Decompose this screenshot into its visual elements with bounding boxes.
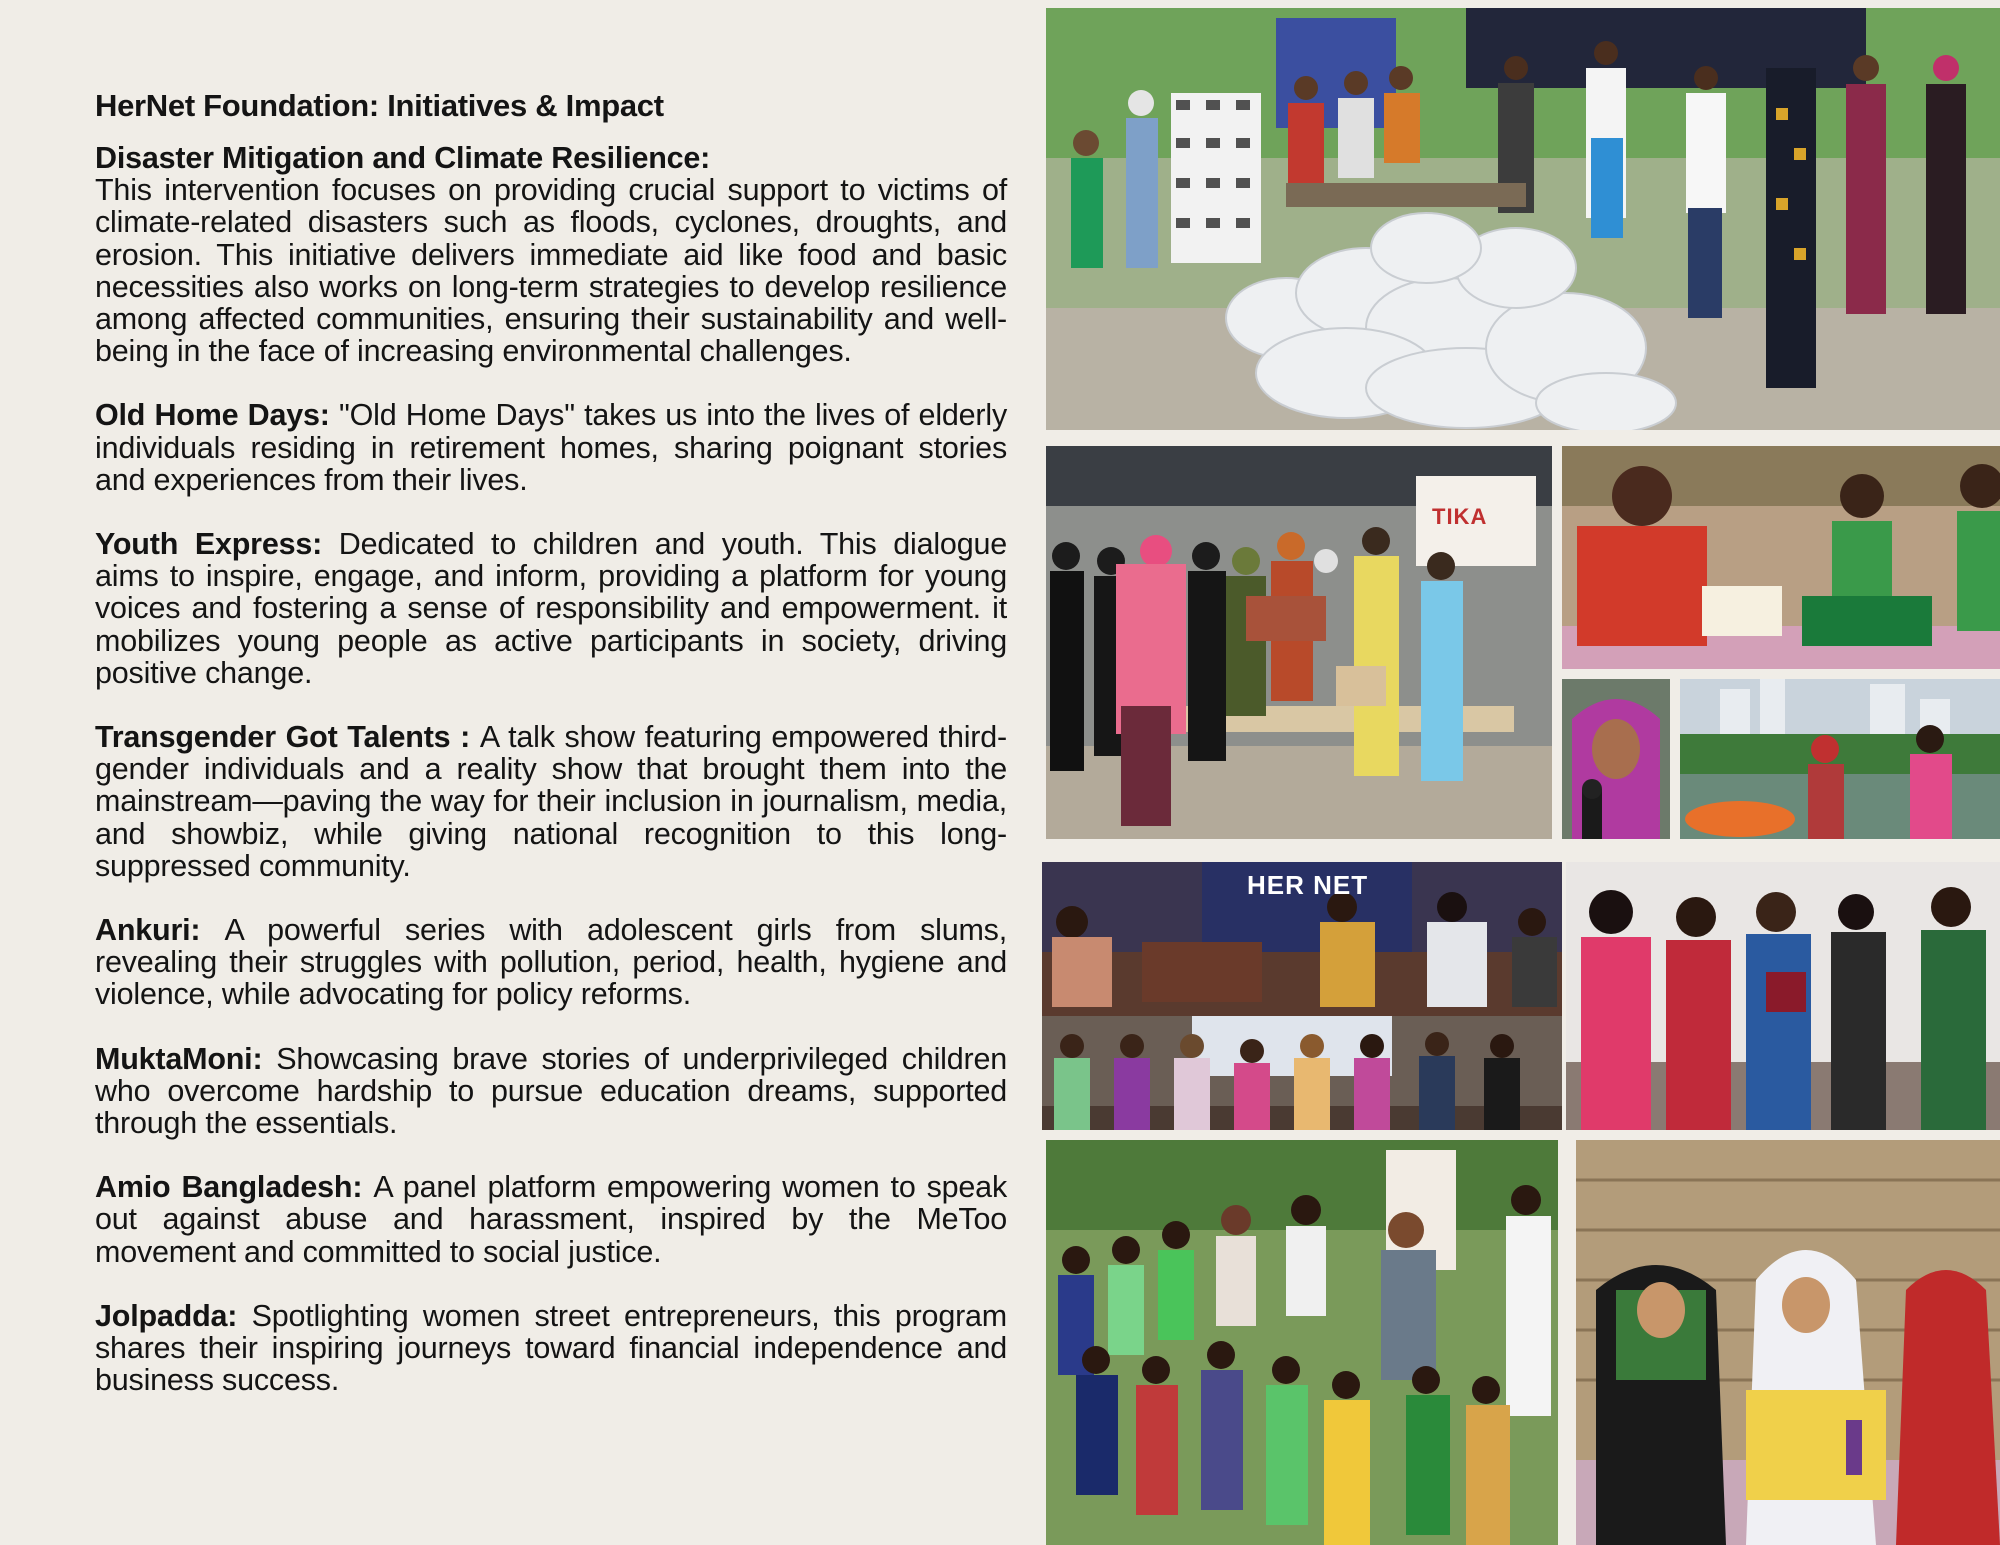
section-body: This intervention focuses on providing crucial support to victims of climate-related disasters such as floods, cyclones, droughts, and erosion. This initiative delivers immediate aid like food and basic necessities also works on long-term strategies to develop resilience among affected communities, ensuring their sustainability and well-being in the face of increasing environmental challenges.	[95, 173, 1007, 369]
photo-mic-interview	[1562, 679, 1670, 839]
photo-women-seated	[1576, 1140, 2000, 1545]
photo-children-interview	[1562, 446, 2000, 669]
section-heading: Ankuri:	[95, 913, 225, 948]
photo-children-group	[1046, 1140, 1558, 1545]
photo-tv-studio	[1042, 862, 1562, 1016]
section-amio-bangladesh	[95, 1171, 1007, 1268]
section-heading: Jolpadda:	[95, 1298, 252, 1333]
section-body: A talk show featuring empowered third-gender individuals and a reality show that brought them into the mainstream—paving the way for their inclusion in journalism, media, and showbiz, while giving national recognition to this long-suppressed community.	[95, 720, 1007, 883]
section-disaster-mitigation	[95, 142, 1007, 367]
section-muktamoni	[95, 1043, 1007, 1140]
section-body: A panel platform empowering women to speak out against abuse and harassment, inspired by the MeToo movement and committed to social justice.	[95, 1170, 1007, 1269]
section-jolpadda	[95, 1300, 1007, 1397]
photo-award-ceremony	[1566, 862, 2000, 1130]
section-body: Spotlighting women street entrepreneurs, this program shares their inspiring journeys toward financial independence and business success.	[95, 1298, 1008, 1398]
photo-relief-distribution	[1046, 8, 2000, 430]
section-ankuri	[95, 914, 1007, 1011]
section-youth-express	[95, 528, 1007, 689]
photo-group-indoor	[1042, 1016, 1562, 1130]
section-transgender-got-talents	[95, 721, 1007, 882]
section-heading: Youth Express:	[95, 527, 339, 562]
section-heading: Transgender Got Talents :	[95, 720, 480, 755]
section-body: A powerful series with adolescent girls from slums, revealing their struggles with pollution, period, health, hygiene and violence, while advocating for policy reforms.	[95, 913, 1008, 1012]
page-title: HerNet Foundation: Initiatives & Impact	[95, 88, 664, 123]
section-body: Showcasing brave stories of underprivileged children who overcome hardship to pursue education dreams, supported through the essentials.	[95, 1041, 1007, 1141]
section-heading: MuktaMoni:	[95, 1041, 277, 1076]
section-heading: Disaster Mitigation and Climate Resilience:	[95, 141, 711, 175]
section-heading: Old Home Days:	[95, 398, 339, 433]
photo-collage	[1040, 0, 2000, 1545]
photo-tika-distribution	[1046, 446, 1552, 839]
hernet-logo-text: HER NET	[1247, 870, 1369, 900]
text-column	[95, 88, 1007, 1429]
photo-street-vendor	[1680, 679, 2000, 839]
section-old-home-days	[95, 399, 1007, 496]
section-body: "Old Home Days" takes us into the lives of elderly individuals residing in retirement homes, sharing poignant stories and experiences from their lives.	[95, 398, 1008, 497]
section-body: Dedicated to children and youth. This dialogue aims to inspire, engage, and inform, providing a platform for young voices and fostering a sense of responsibility and empowerment. it mobilizes young people as active participants in society, driving positive change.	[95, 527, 1007, 690]
tika-sign-text: TIKA	[1432, 504, 1488, 529]
section-heading: Amio Bangladesh:	[95, 1170, 374, 1205]
